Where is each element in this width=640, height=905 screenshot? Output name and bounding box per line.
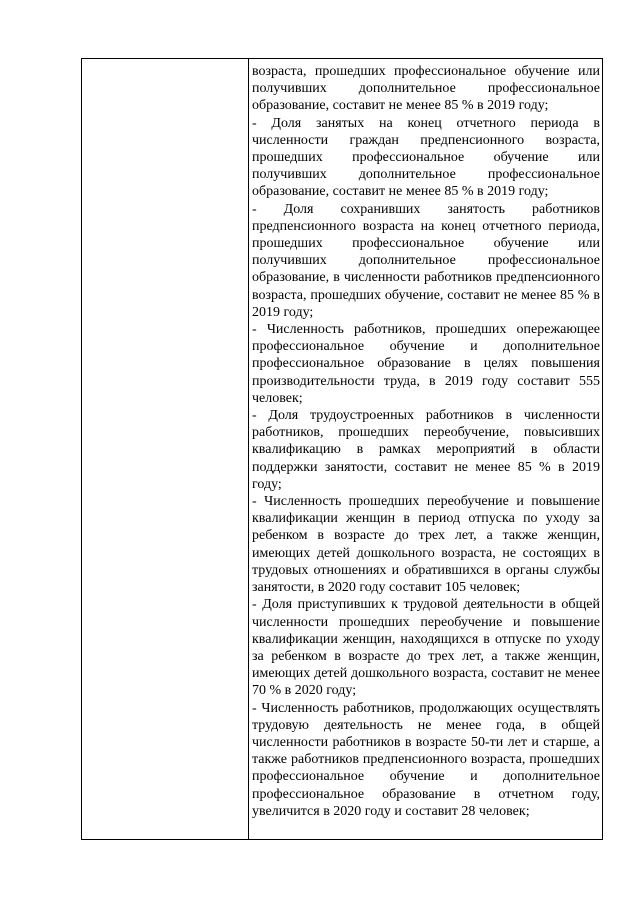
table-left-column xyxy=(82,59,249,839)
paragraph: - Численность работников, продолжающих осуществлять трудовую деятельность не менее года, в общей численности работников в возрасте 50-ти лет и старше, а также работников предпенсионного возраста, прошедших профессиональное обучение и дополнительное профессиональное образование в отчетном году, увеличится в 2020 году и составит 28 человек; xyxy=(252,700,600,819)
table-right-column xyxy=(249,59,602,839)
paragraph: - Доля трудоустроенных работников в численности работников, прошедших переобучение, повысивших квалификацию в рамках мероприятий в области поддержки занятости, составит не менее 85 % в 2019 году; xyxy=(252,408,600,492)
paragraph: - Доля сохранивших занятость работников предпенсионного возраста на конец отчетного периода, прошедших профессиональное обучение или получивших дополнительное профессиональное образование, в численности работников предпенсионного возраста, прошедших обучение, составит не менее 85 % в 2019 году; xyxy=(252,201,600,320)
paragraph: - Доля занятых на конец отчетного периода в численности граждан предпенсионного возраста, прошедших профессиональное обучение или получивших дополнительное профессиональное образование, составит не менее 85 % в 2019 году; xyxy=(252,115,600,200)
document-text xyxy=(252,63,600,820)
document-table xyxy=(81,58,603,840)
paragraph: - Численность прошедших переобучение и повышение квалификации женщин в период отпуска по уходу за ребенком в возрасте до трех лет, а также женщин, имеющих детей дошкольного возраста, не состоящих в трудовых отношениях и обратившихся в органы службы занятости, в 2020 году составит 105 человек; xyxy=(252,494,600,596)
paragraph: - Доля приступивших к трудовой деятельности в общей численности прошедших переобучение и повышение квалификации женщин, находящихся в отпуске по уходу за ребенком в возрасте до трех лет, а также женщин, имеющих детей дошкольного возраста, составит не менее 70 % в 2020 году; xyxy=(252,597,600,699)
paragraph: - Численность работников, прошедших опережающее профессиональное обучение и дополнительное профессиональное образование в целях повышения производительности труда, в 2019 году составит 555 человек; xyxy=(252,322,600,406)
paragraph: возраста, прошедших профессиональное обучение или получивших дополнительное профессиональное образование, составит не менее 85 % в 2019 году; xyxy=(252,64,600,114)
